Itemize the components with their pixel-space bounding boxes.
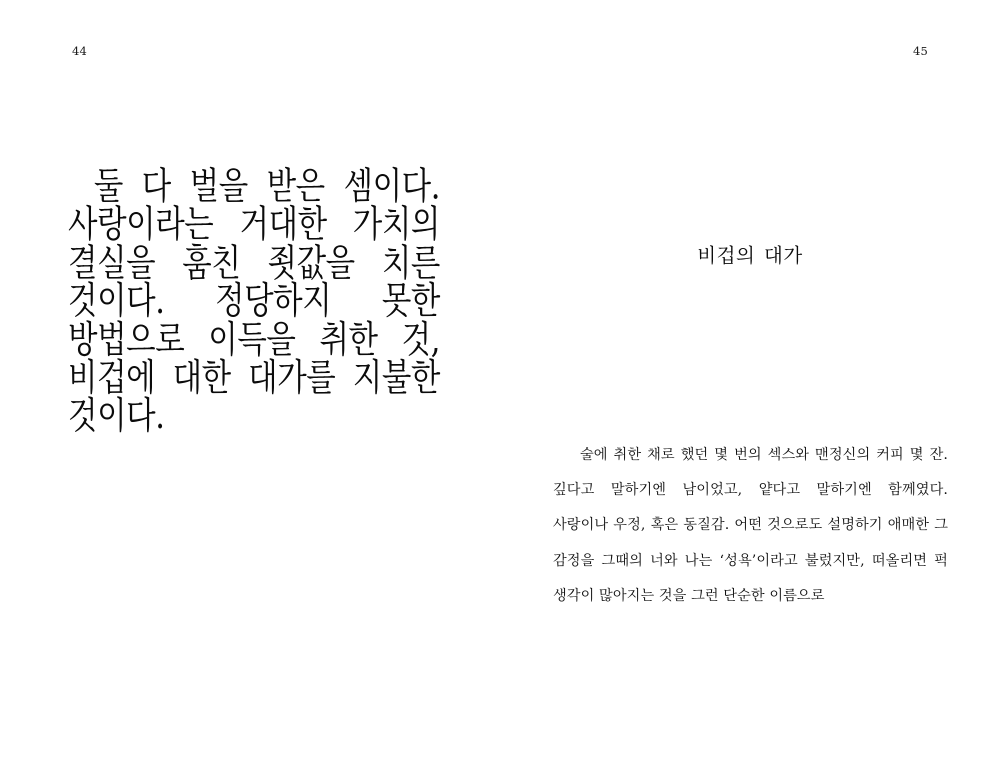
chapter-title: 비겁의 대가 bbox=[697, 244, 803, 267]
right-page bbox=[500, 0, 1000, 764]
page-number-right: 45 bbox=[912, 44, 928, 58]
right-page-paragraph bbox=[553, 438, 948, 614]
right-page-text-block bbox=[553, 438, 948, 614]
right-page-paragraph-text: 술에 취한 채로 했던 몇 번의 섹스와 맨정신의 커피 몇 잔. 깊다고 말하기엔 남이었고, 얕다고 말하기엔 함께였다. 사랑이나 우정, 혹은 동질감. 어떤 것으로도 설명하기 애매한 그 감정을 그때의 너와 나는 ‘성욕’이라고 불렀지만, 떠올리면 퍽 생각이 많아지는 것을 그런 단순한 이름으로 bbox=[553, 447, 948, 604]
left-page-paragraph bbox=[68, 165, 440, 439]
page-number-left: 44 bbox=[72, 44, 88, 58]
left-page-text-block bbox=[68, 165, 440, 439]
left-page-paragraph-text: 둘 다 벌을 받은 셈이다. 사랑이라는 거대한 가치의 결실을 훔친 죗값을 치른 것이다. 정당하지 못한 방법으로 이득을 취한 것, 비겁에 대한 대가를 지불한 것이다. bbox=[68, 165, 440, 439]
